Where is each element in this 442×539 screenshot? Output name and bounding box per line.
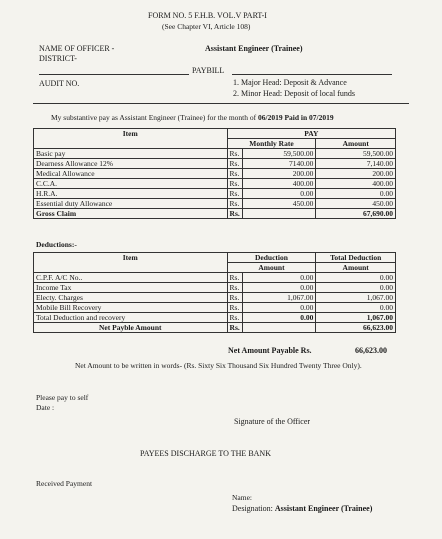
deduction-item: C.P.F. A/C No.. [34, 273, 228, 283]
signature-label: Signature of the Officer [234, 417, 311, 426]
monthly-rate: 400.00 [242, 179, 316, 189]
pay-item-header: Item [34, 129, 228, 149]
currency: Rs. [227, 149, 242, 159]
pay-item: Dearness Allowance 12% [34, 159, 228, 169]
deduction-item: Mobile Bill Recovery [34, 303, 228, 313]
audit-no-label: AUDIT NO. [39, 79, 80, 88]
designation [232, 504, 372, 513]
officer-name-label: NAME OF OFFICER - [39, 44, 115, 53]
table-row [34, 273, 396, 283]
designation-label: Designation: [232, 504, 273, 513]
chapter-reference: (See Chapter VI, Article 108) [162, 22, 251, 31]
deduction-amount: 1,067.00 [242, 293, 316, 303]
pay-statement-period: 06/2019 Paid in 07/2019 [257, 113, 334, 122]
table-row [34, 169, 396, 179]
monthly-rate: 450.00 [242, 199, 316, 209]
payees-discharge-heading: PAYEES DISCHARGE TO THE BANK [140, 449, 271, 458]
pay-amount-header: Amount [316, 139, 396, 149]
table-row [34, 189, 396, 199]
pay-amount: 450.00 [316, 199, 396, 209]
monthly-rate-header: Monthly Rate [227, 139, 316, 149]
pay-item: Basic pay [34, 149, 228, 159]
monthly-rate: 200.00 [242, 169, 316, 179]
net-payable-label: Net Payble Amount [34, 323, 228, 333]
pay-item: H.R.A. [34, 189, 228, 199]
deduction-amount: 0.00 [242, 303, 316, 313]
table-row [34, 313, 396, 323]
currency: Rs. [227, 179, 242, 189]
paybill-line-right [232, 74, 392, 75]
designation-value: Assistant Engineer (Trainee) [274, 504, 373, 513]
total-deduction: 1,067.00 [316, 293, 396, 303]
deduction-amount: 0.00 [242, 273, 316, 283]
monthly-rate: 7140.00 [242, 159, 316, 169]
please-pay-text: Please pay to self [36, 393, 89, 402]
gross-claim-row [34, 209, 396, 219]
deductions-table [33, 252, 396, 333]
name-label: Name: [232, 493, 252, 502]
currency: Rs. [227, 169, 242, 179]
officer-name-value: Assistant Engineer (Trainee) [205, 44, 303, 53]
net-payable-deduction [242, 323, 316, 333]
district-label: DISTRICT- [39, 54, 77, 63]
pay-amount: 0.00 [316, 189, 396, 199]
pay-header: PAY [227, 129, 395, 139]
net-amount-value: 66,623.00 [355, 346, 387, 355]
net-amount-in-words: Net Amount to be written in words- (Rs. Sixty Six Thousand Six Hundred Twenty Three Only). [75, 361, 362, 370]
pay-item: Essential duty Allowance [34, 199, 228, 209]
table-row [34, 179, 396, 189]
major-head: 1. Major Head: Deposit & Advance [233, 78, 347, 87]
total-deduction-header: Total Deduction [316, 253, 396, 263]
pay-item: Medical Allowance [34, 169, 228, 179]
minor-head: 2. Minor Head: Deposit of local funds [233, 89, 355, 98]
total-deduction: 0.00 [316, 303, 396, 313]
deduction-item: Income Tax [34, 283, 228, 293]
gross-claim-rate [242, 209, 316, 219]
deduction-header: Deduction [227, 253, 316, 263]
currency: Rs. [227, 303, 242, 313]
monthly-rate: 59,500.00 [242, 149, 316, 159]
deductions-title: Deductions:- [36, 240, 77, 249]
pay-amount: 59,500.00 [316, 149, 396, 159]
deduction-amount: 0.00 [242, 283, 316, 293]
gross-claim-amount: 67,690.00 [316, 209, 396, 219]
table-row [34, 149, 396, 159]
currency: Rs. [227, 283, 242, 293]
currency: Rs. [227, 209, 242, 219]
pay-statement-prefix: My substantive pay as Assistant Engineer (Trainee) for the month of [51, 113, 257, 122]
table-row [34, 293, 396, 303]
total-deduction: 0.00 [316, 273, 396, 283]
net-amount-label: Net Amount Payable Rs. [228, 346, 312, 355]
currency: Rs. [227, 189, 242, 199]
table-row [34, 303, 396, 313]
table-row [34, 159, 396, 169]
total-deduction: 1,067.00 [316, 313, 396, 323]
table-row [34, 199, 396, 209]
net-payable-total: 66,623.00 [316, 323, 396, 333]
date-label: Date : [36, 403, 55, 412]
pay-amount: 200.00 [316, 169, 396, 179]
net-payable-row [34, 323, 396, 333]
form-number: FORM NO. 5 F.H.B. VOL.V PART-I [148, 11, 267, 20]
currency: Rs. [227, 199, 242, 209]
deduction-item: Total Deduction and recovery [34, 313, 228, 323]
currency: Rs. [227, 313, 242, 323]
paybill-label: PAYBILL [192, 66, 225, 75]
deduction-item: Electy. Charges [34, 293, 228, 303]
currency: Rs. [227, 273, 242, 283]
pay-amount: 7,140.00 [316, 159, 396, 169]
table-row [34, 283, 396, 293]
currency: Rs. [227, 323, 242, 333]
total-amount-header: Amount [316, 263, 396, 273]
currency: Rs. [227, 293, 242, 303]
received-payment-label: Received Payment [36, 479, 93, 488]
deduction-item-header: Item [34, 253, 228, 273]
currency: Rs. [227, 159, 242, 169]
deduction-amount: 0.00 [242, 313, 316, 323]
deduction-amount-header: Amount [227, 263, 316, 273]
monthly-rate: 0.00 [242, 189, 316, 199]
pay-amount: 400.00 [316, 179, 396, 189]
pay-statement [51, 113, 334, 122]
pay-table [33, 128, 396, 219]
pay-item: C.C.A. [34, 179, 228, 189]
total-deduction: 0.00 [316, 283, 396, 293]
gross-claim-label: Gross Claim [34, 209, 228, 219]
section-divider [33, 103, 409, 104]
paybill-line-left [39, 74, 189, 75]
